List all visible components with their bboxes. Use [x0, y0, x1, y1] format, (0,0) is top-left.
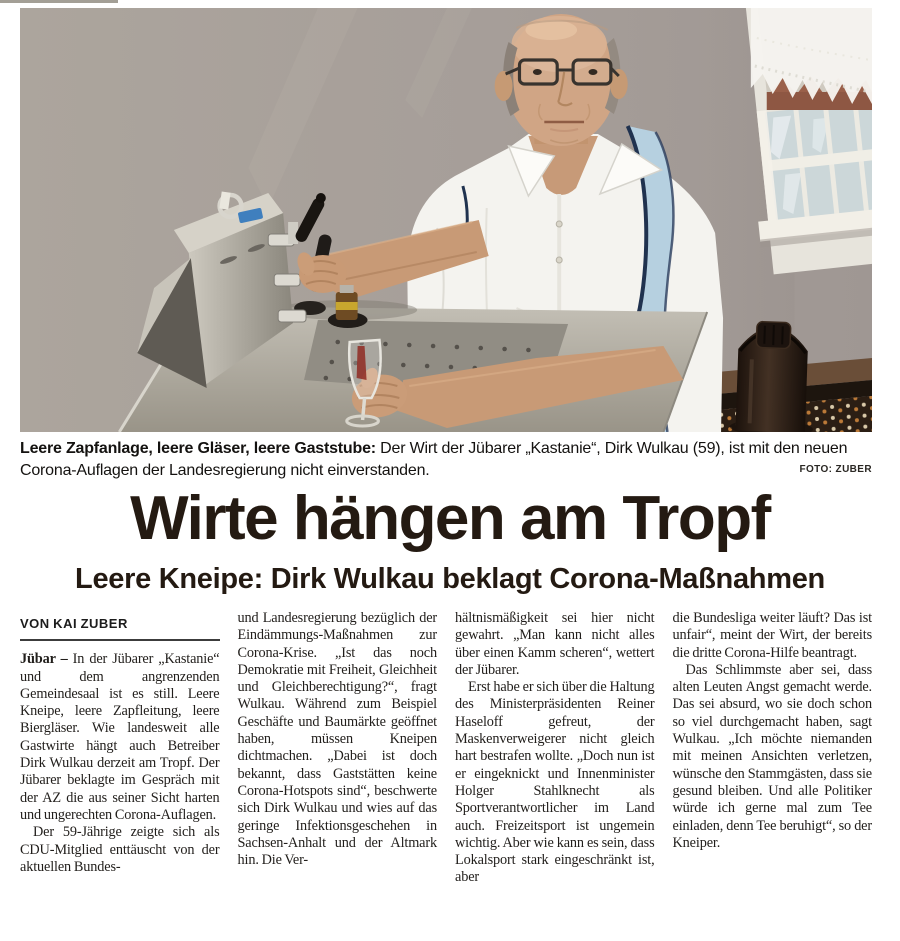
article-paragraph: Der 59-Jährige zeigte sich als CDU-Mitglied enttäuscht von der aktuellen Bundes-	[20, 824, 220, 875]
page-edge-artifact	[0, 0, 118, 3]
byline: VON KAI ZUBER	[20, 610, 220, 641]
article-column-4	[673, 610, 873, 941]
article-paragraph: Jübar – In der Jübarer „Kastanie“ und dem angrenzenden Gemeindesaal ist es still. Leere Kneipe, leere Zapfleitung, leere Biergläser. Wie landesweit alle Gastwirte hängt auch Betreiber Dirk Wulkau derzeit am Tropf. Der Jübarer beklagte im Gespräch mit der AZ die aus seiner Sicht harten und ungerechten Corona-Auflagen.	[20, 651, 220, 823]
caption-lead: Leere Zapfanlage, leere Gläser, leere Gaststube:	[20, 440, 376, 457]
photo-illustration	[20, 8, 872, 432]
article-paragraph: Erst habe er sich über die Haltung des Ministerpräsidenten Reiner Haseloff gefreut, der Maskenverweigerer nicht gleich hart bestrafen wollte. „Doch nun ist er eingeknickt und Innenminister Holger Stahlknecht als Sportverantwortlicher im Land auch. Freizeitsport ist ungemein wichtig. Aber wie kann es sein, dass Lokalsport stark eingeschränkt ist, aber	[455, 679, 655, 886]
article-columns	[20, 610, 872, 941]
caption-text: Der Wirt der Jübarer „Kastanie“, Dirk Wulkau (59), ist mit den neuen Corona-Auflagen der Landesregierung nicht einverstanden.	[20, 440, 848, 479]
article-paragraph: und Landesregierung bezüglich der Eindämmungs-Maßnahmen zur Corona-Krise. „Ist das noch Demokratie mit Freiheit, Gleichheit und Gleichberechtigung?“, fragt Wulkau. Während zum Beispiel Geschäfte und Baumärkte geöffnet haben, müssen Kneipen dichtmachen. „Dabei ist doch bekannt, dass Gaststätten keine Corona-Hotspots sind“, beschwerte sich Dirk Wulkau und wies auf das geringe Infektionsgeschehen in Sachsen-Anhalt und der Altmark hin. Die Ver-	[237, 610, 437, 869]
article-column-1	[20, 610, 220, 941]
article-column-2	[238, 610, 438, 941]
photo-caption	[20, 438, 872, 482]
article-photo	[20, 8, 872, 432]
photo-credit: FOTO: ZUBER	[799, 464, 872, 475]
article-headline: Wirte hängen am Tropf	[130, 484, 770, 553]
article-paragraph: die Bundesliga weiter läuft? Das ist unfair“, meint der Wirt, der bereits die dritte Corona-Hilfe beantragt.	[672, 610, 872, 661]
article-paragraph: Das Schlimmste aber sei, dass alten Leuten Angst gemacht werde. Das sei absurd, wo sie doch schon so viel durchgemacht haben, sagt Wulkau. „Ich möchte niemanden mit meinen Ansichten verletzen, wünsche den Stammgästen, dass sie gesund bleiben. Und alle Politiker würde ich gerne mal zum Tee einladen, denn Tee beruhigt“, so der Kneiper.	[672, 661, 872, 851]
dateline-lead: Jübar –	[20, 651, 73, 668]
article-subheadline: Leere Kneipe: Dirk Wulkau beklagt Corona-Maßnahmen	[75, 563, 825, 595]
article-paragraph: hältnismäßigkeit sei hier nicht gewahrt. „Man kann nicht alles über einen Kamm scheren“, wettert der Jübarer.	[455, 610, 655, 678]
article-column-3	[455, 610, 655, 941]
